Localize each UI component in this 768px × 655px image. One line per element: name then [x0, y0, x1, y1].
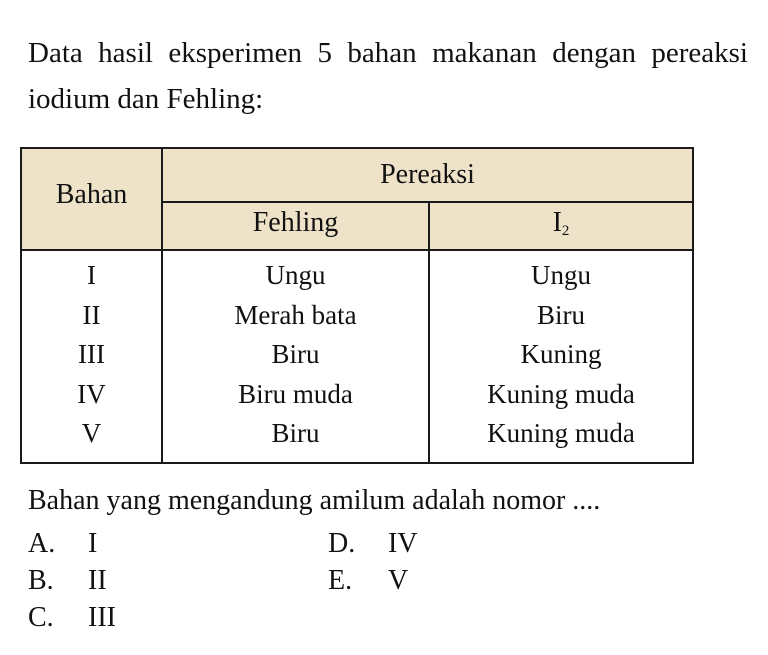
option-letter: C.	[28, 602, 54, 633]
option-letter: E.	[328, 565, 353, 596]
column-fehling	[163, 256, 428, 454]
option-text: V	[388, 565, 409, 596]
option-text: IV	[388, 528, 418, 559]
option-e[interactable]	[328, 563, 408, 599]
table-cell-fehling: Merah bata	[234, 299, 357, 330]
table-cell-fehling: Biru	[271, 339, 320, 369]
option-text: I	[88, 528, 98, 559]
header-divider	[161, 201, 692, 203]
header-i2-subscript: 2	[561, 223, 570, 239]
table-cell-bahan: III	[78, 339, 105, 369]
table-cell-i2: Kuning	[520, 339, 602, 369]
option-letter: B.	[28, 565, 54, 596]
column-i2	[430, 256, 692, 454]
table-cell-bahan: II	[82, 299, 101, 330]
table-cell-bahan: IV	[77, 378, 106, 409]
option-text: III	[88, 602, 116, 633]
table-cell-i2: Kuning muda	[487, 378, 635, 409]
table-cell-bahan: V	[81, 418, 102, 448]
table-cell-i2: Ungu	[531, 260, 591, 290]
header-i2	[430, 207, 692, 240]
header-bahan: Bahan	[55, 179, 128, 210]
table-cell-fehling: Ungu	[265, 260, 326, 290]
header-i2-base: I	[552, 207, 562, 238]
header-fehling: Fehling	[252, 207, 339, 238]
table-cell-fehling: Biru	[271, 418, 320, 448]
column-bahan	[22, 256, 161, 454]
option-letter: A.	[28, 528, 56, 559]
option-c[interactable]	[28, 600, 116, 636]
option-b[interactable]	[28, 563, 107, 599]
option-text: II	[88, 565, 107, 596]
option-a[interactable]	[28, 526, 97, 562]
table-cell-i2: Biru	[536, 299, 585, 330]
data-table	[20, 147, 694, 464]
intro-text: Data hasil eksperimen 5 bahan makanan dengan pereaksi iodium dan Fehling:	[28, 37, 748, 115]
option-d[interactable]	[328, 526, 418, 562]
option-letter: D.	[328, 528, 356, 559]
table-cell-bahan: I	[87, 260, 96, 290]
table-cell-fehling: Biru muda	[238, 378, 353, 409]
question-text: Bahan yang mengandung amilum adalah nomor ....	[28, 485, 601, 516]
table-cell-i2: Kuning muda	[487, 418, 635, 448]
header-pereaksi: Pereaksi	[380, 159, 475, 190]
